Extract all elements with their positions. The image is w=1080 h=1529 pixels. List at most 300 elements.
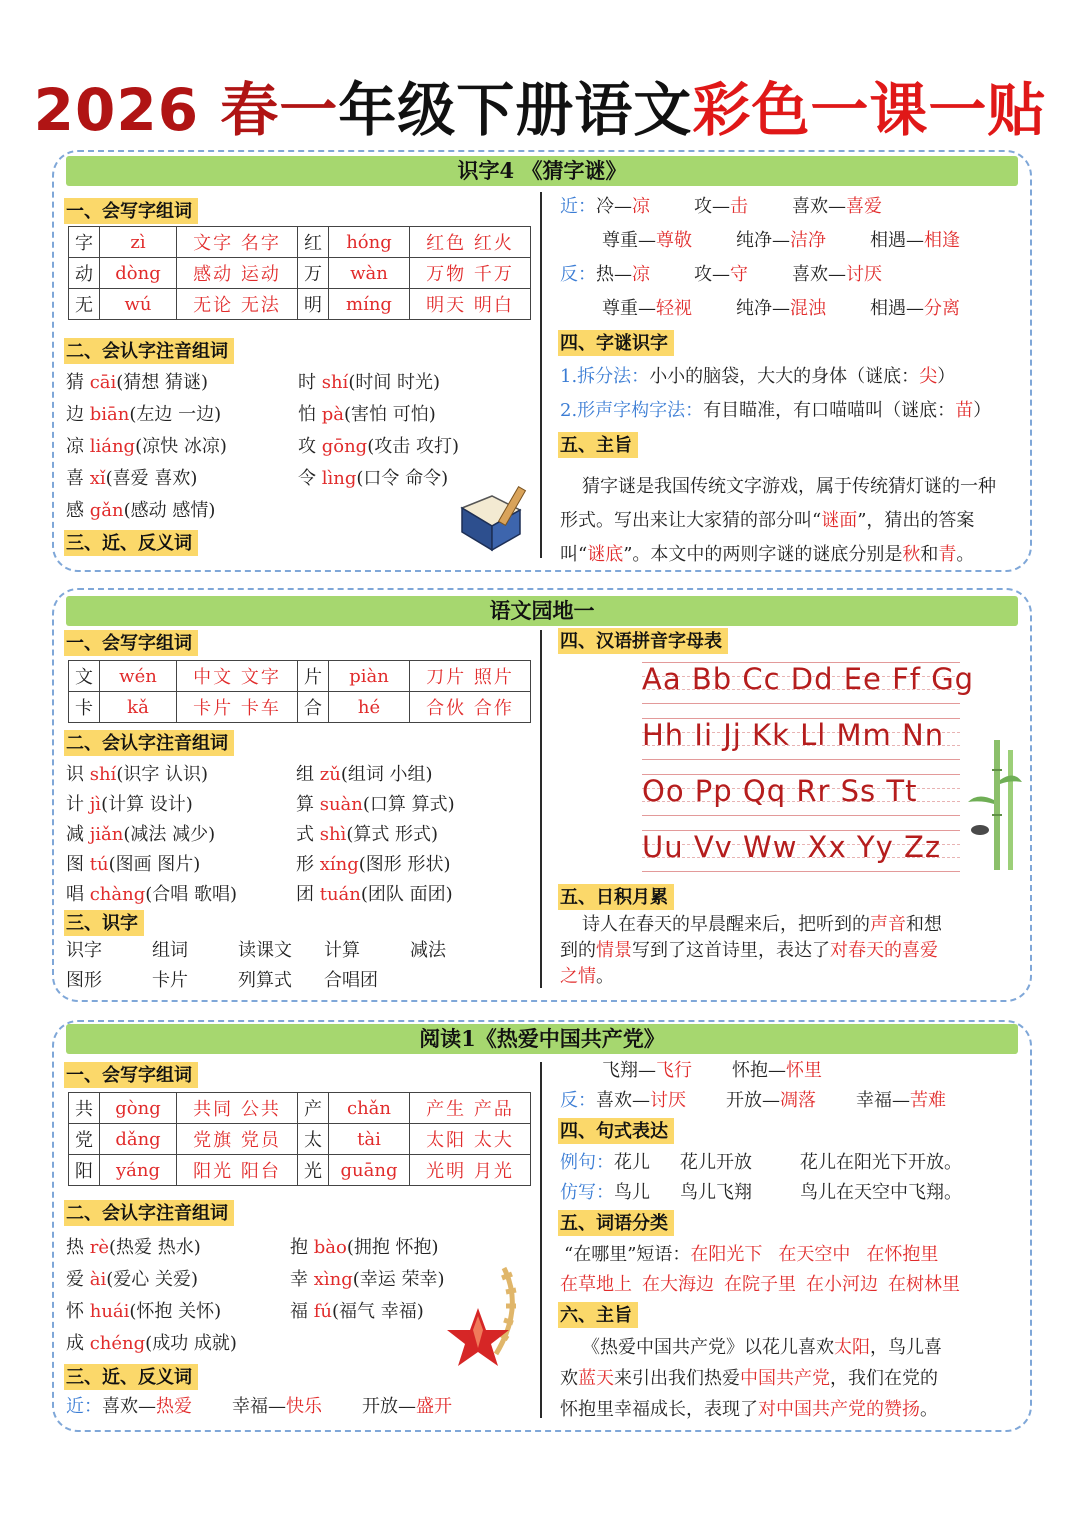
pair-match: 热爱: [156, 1396, 192, 1417]
word-pair: [732, 1058, 822, 1084]
word-pair-row: [560, 296, 1004, 322]
table-words-cell: 党旗 党员: [177, 1124, 298, 1155]
recognize-list-left: [66, 760, 237, 910]
table-char-cell: 太: [298, 1124, 329, 1155]
alphabet-row-3: Oo Pp Qq Rr Ss Tt: [642, 774, 918, 808]
pair-base: 相遇—: [870, 230, 924, 251]
list-item-words: (怀抱 关怀): [129, 1301, 222, 1322]
table-pinyin-cell: hé: [329, 692, 410, 723]
pair-base: 飞翔—: [602, 1060, 656, 1081]
table-pinyin-cell: hóng: [329, 227, 410, 258]
near-antonym-block: [560, 194, 1004, 322]
list-item-pinyin: gōng: [316, 436, 368, 457]
table-pinyin-cell: wén: [100, 661, 177, 692]
table-words-cell: 感动 运动: [177, 258, 298, 289]
pair-match: 击: [730, 196, 748, 217]
list-item-char: 喜: [66, 468, 84, 489]
pair-match: 飞行: [656, 1060, 692, 1081]
list-item-words: (算式 形式): [346, 824, 439, 845]
sentence-part: 鸟儿在天空中飞翔。: [800, 1182, 962, 1203]
table-row: [69, 1155, 531, 1186]
table-words-cell: 刀片 照片: [410, 661, 531, 692]
list-item-words: (时间 时光): [348, 372, 441, 393]
heading-write-words: 一、会写字组词: [64, 1062, 198, 1088]
word-pair: [232, 1394, 322, 1420]
table-pinyin-cell: guāng: [329, 1155, 410, 1186]
classification-row-1: [564, 1242, 954, 1268]
list-item-char: 时: [298, 372, 316, 393]
table-row: [69, 1124, 531, 1155]
list-item: [66, 434, 227, 460]
classification-item: 在怀抱里: [866, 1244, 939, 1265]
list-item-char: 怕: [298, 404, 316, 425]
table-words-cell: 明天 明白: [410, 289, 531, 320]
pair-base: 尊重—: [602, 230, 656, 251]
list-item-char: 怀: [66, 1301, 84, 1322]
heading-riddle-literacy: 四、字谜识字: [558, 330, 674, 356]
book-pencil-icon: [458, 486, 538, 554]
main-idea-paragraph: 《热爱中国共产党》以花儿喜欢太阳，鸟儿喜 欢蓝天来引出我们热爱中国共产党，我们在党的 怀抱里幸福成长，表现了对中国共产党的赞扬。: [560, 1337, 942, 1420]
section-banner: 阅读1《热爱中国共产党》: [66, 1024, 1018, 1054]
recognize-list-right: [290, 1232, 445, 1328]
pair-match: 怀里: [786, 1060, 822, 1081]
recognize-list-right: [298, 370, 459, 498]
classification-item: 在阳光下: [690, 1244, 763, 1265]
pair-base: 热—: [596, 264, 632, 285]
column-divider: [540, 192, 542, 558]
word-pair: [736, 296, 826, 322]
list-item-words: (爱心 关爱): [106, 1269, 198, 1290]
table-pinyin-cell: wú: [100, 289, 177, 320]
list-item-pinyin: biān: [84, 404, 130, 425]
sentence-part: 花儿开放: [680, 1152, 752, 1173]
classification-label: “在哪里”短语：: [564, 1244, 691, 1265]
list-item-char: 感: [66, 500, 84, 521]
table-words-cell: 阳光 阳台: [177, 1155, 298, 1186]
table-row: [69, 661, 531, 692]
pair-base: 喜欢—: [792, 196, 846, 217]
table-char-cell: 文: [69, 661, 100, 692]
sentence-part: 花儿: [614, 1152, 650, 1173]
list-item: [66, 1328, 237, 1360]
sentence-part: 鸟儿: [614, 1182, 650, 1203]
word-pair: [602, 1058, 692, 1084]
table-pinyin-cell: míng: [329, 289, 410, 320]
list-item: [290, 1264, 445, 1296]
table-pinyin-cell: kǎ: [100, 692, 177, 723]
list-item-words: (合唱 歌唱): [145, 884, 238, 905]
word-pair: [856, 1088, 946, 1114]
riddle-method-2: 2.形声字构字法：有目瞄准，有口喵喵叫（谜底：苗）: [560, 400, 992, 421]
list-item-words: (福气 幸福): [331, 1301, 424, 1322]
word-pair-row: [560, 1088, 986, 1114]
pair-match: 凋落: [780, 1090, 816, 1111]
list-item-pinyin: rè: [84, 1237, 109, 1258]
list-item-pinyin: liáng: [84, 436, 136, 457]
table-pinyin-cell: tài: [329, 1124, 410, 1155]
pair-base: 攻—: [694, 264, 730, 285]
list-item-char: 团: [296, 884, 314, 905]
heading-recognize-words: 二、会认字注音组词: [64, 730, 234, 756]
table-words-cell: 卡片 卡车: [177, 692, 298, 723]
table-char-cell: 党: [69, 1124, 100, 1155]
list-item: [66, 820, 237, 850]
table-words-cell: 中文 文字: [177, 661, 298, 692]
list-item-words: (图画 图片): [108, 854, 201, 875]
list-item-char: 唱: [66, 884, 84, 905]
list-item-char: 攻: [298, 436, 316, 457]
word-pair: [602, 228, 692, 254]
pair-base: 纯净—: [736, 230, 790, 251]
list-item: [296, 760, 455, 790]
write-words-table: [68, 226, 531, 320]
pair-match: 盛开: [416, 1396, 452, 1417]
list-item-char: 福: [290, 1301, 308, 1322]
table-row: [69, 692, 531, 723]
pair-base: 开放—: [726, 1090, 780, 1111]
table-words-cell: 光明 月光: [410, 1155, 531, 1186]
list-item-pinyin: suàn: [314, 794, 363, 815]
list-item-pinyin: pà: [316, 404, 344, 425]
table-words-cell: 文字 名字: [177, 227, 298, 258]
table-char-cell: 明: [298, 289, 329, 320]
list-item-words: (拥抱 怀抱): [346, 1237, 439, 1258]
list-item: [66, 850, 237, 880]
recognize-list-left: [66, 1232, 237, 1360]
list-item: [66, 370, 227, 396]
word-pair: [792, 262, 882, 288]
table-char-cell: 无: [69, 289, 100, 320]
heading-synonyms-antonyms: 三、近、反义词: [64, 530, 198, 556]
sentence-label: 仿写：: [560, 1182, 614, 1203]
star-wheat-icon: [434, 1258, 534, 1368]
table-words-cell: 无论 无法: [177, 289, 298, 320]
heading-pinyin-alphabet: 四、汉语拼音字母表: [558, 628, 728, 654]
list-item-words: (幸运 荣幸): [352, 1269, 445, 1290]
list-item-pinyin: shí: [316, 372, 349, 393]
word-item: 识字: [66, 940, 102, 961]
write-words-table: [68, 660, 531, 723]
list-item-char: 热: [66, 1237, 84, 1258]
table-pinyin-cell: dǎng: [100, 1124, 177, 1155]
list-item-pinyin: shì: [314, 824, 347, 845]
table-row: [69, 258, 531, 289]
list-item-words: (口令 命令): [356, 468, 449, 489]
word-pair-row: [560, 262, 1004, 288]
alphabet-row-4: Uu Vv Ww Xx Yy Zz: [642, 830, 942, 864]
list-item-pinyin: fú: [308, 1301, 332, 1322]
list-item-char: 组: [296, 764, 314, 785]
list-item-pinyin: huái: [84, 1301, 130, 1322]
bamboo-bird-icon: [964, 740, 1024, 870]
table-row: [69, 227, 531, 258]
imitation-sentence: [560, 1180, 1000, 1206]
pair-match: 喜爱: [846, 196, 882, 217]
table-row: [69, 1093, 531, 1124]
list-item-words: (猜想 猜谜): [116, 372, 209, 393]
list-item-char: 抱: [290, 1237, 308, 1258]
list-item-char: 形: [296, 854, 314, 875]
heading-daily-accumulation: 五、日积月累: [558, 884, 674, 910]
heading-write-words: 一、会写字组词: [64, 630, 198, 656]
pair-match: 洁净: [790, 230, 826, 251]
pair-base: 尊重—: [602, 298, 656, 319]
list-item-pinyin: bào: [308, 1237, 347, 1258]
list-item: [298, 466, 459, 492]
heading-write-words: 一、会写字组词: [64, 198, 198, 224]
list-item: [296, 850, 455, 880]
classification-row-2: [560, 1272, 970, 1298]
column-divider: [540, 1062, 542, 1418]
list-item-pinyin: chàng: [84, 884, 146, 905]
word-pair: [596, 194, 650, 220]
pair-match: 讨厌: [846, 264, 882, 285]
table-char-cell: 片: [298, 661, 329, 692]
word-pair: [596, 1088, 686, 1114]
pair-base: 喜欢—: [792, 264, 846, 285]
list-item-char: 爱: [66, 1269, 84, 1290]
pair-base: 怀抱—: [732, 1060, 786, 1081]
example-sentence: [560, 1150, 1000, 1176]
list-item-char: 式: [296, 824, 314, 845]
table-row: [69, 289, 531, 320]
table-char-cell: 字: [69, 227, 100, 258]
word-pair: [736, 228, 826, 254]
pair-base: 喜欢—: [596, 1090, 650, 1111]
section-chinese-garden: [52, 588, 1032, 1002]
pair-match: 分离: [924, 298, 960, 319]
sentence-part: 花儿在阳光下开放。: [800, 1152, 962, 1173]
list-item: [290, 1296, 445, 1328]
word-pair: [870, 228, 960, 254]
list-item-char: 计: [66, 794, 84, 815]
list-item: [66, 760, 237, 790]
table-pinyin-cell: chǎn: [329, 1093, 410, 1124]
table-char-cell: 光: [298, 1155, 329, 1186]
table-pinyin-cell: dòng: [100, 258, 177, 289]
riddle-method-1: 1.拆分法：小小的脑袋，大大的身体（谜底：尖）: [560, 366, 956, 387]
alphabet-row-1: Aa Bb Cc Dd Ee Ff Gg: [642, 662, 975, 696]
list-item: [296, 820, 455, 850]
table-char-cell: 阳: [69, 1155, 100, 1186]
word-pair: [694, 262, 748, 288]
list-item-char: 识: [66, 764, 84, 785]
list-item-words: (热爱 热水): [108, 1237, 201, 1258]
pair-match: 尊敬: [656, 230, 692, 251]
pair-match: 混浊: [790, 298, 826, 319]
pair-match: 苦难: [910, 1090, 946, 1111]
pair-row-label: 近：: [560, 196, 596, 217]
list-item-pinyin: xìng: [308, 1269, 353, 1290]
table-pinyin-cell: yáng: [100, 1155, 177, 1186]
pair-match: 讨厌: [650, 1090, 686, 1111]
word-item: 组词: [152, 940, 188, 961]
list-item: [66, 402, 227, 428]
heading-recognize-words: 二、会认字注音组词: [64, 1200, 234, 1226]
classification-item: 在天空中: [778, 1244, 851, 1265]
list-item-pinyin: jiǎn: [84, 824, 124, 845]
classification-item: 在大海边: [642, 1274, 714, 1295]
word-pair: [726, 1088, 816, 1114]
list-item-words: (喜爱 喜欢): [105, 468, 198, 489]
heading-sentence-expression: 四、句式表达: [558, 1118, 674, 1144]
sentence-part: 鸟儿飞翔: [680, 1182, 752, 1203]
table-words-cell: 合伙 合作: [410, 692, 531, 723]
word-item: 计算: [324, 940, 360, 961]
word-item: 减法: [410, 940, 446, 961]
list-item-char: 猜: [66, 372, 84, 393]
list-item-pinyin: xǐ: [84, 468, 106, 489]
list-item-words: (组词 小组): [340, 764, 433, 785]
word-pair-row: [560, 228, 1004, 254]
list-item: [298, 434, 459, 460]
pair-base: 冷—: [596, 196, 632, 217]
heading-main-idea: 六、主旨: [558, 1302, 638, 1328]
section-banner: 语文园地一: [66, 596, 1018, 626]
table-words-cell: 产生 产品: [410, 1093, 531, 1124]
synonyms-row-1: [66, 1394, 492, 1420]
section-love-party: [52, 1020, 1032, 1432]
heading-main-idea: 五、主旨: [558, 432, 638, 458]
literacy-words-row-2: [66, 968, 410, 994]
list-item-pinyin: lìng: [316, 468, 357, 489]
list-item-words: (图形 形状): [358, 854, 451, 875]
word-item: 列算式: [238, 970, 292, 991]
word-pair-row: [602, 1058, 862, 1084]
table-char-cell: 合: [298, 692, 329, 723]
list-item: [296, 790, 455, 820]
pair-match: 相逢: [924, 230, 960, 251]
classification-item: 在草地上: [560, 1274, 632, 1295]
table-char-cell: 产: [298, 1093, 329, 1124]
list-item-pinyin: tuán: [314, 884, 361, 905]
table-char-cell: 动: [69, 258, 100, 289]
word-pair-row: [560, 194, 1004, 220]
list-item-words: (计算 设计): [101, 794, 193, 815]
main-idea-paragraph: 猜字谜是我国传统文字游戏，属于传统猜灯谜的一种 形式。写出来让大家猜的部分叫“谜面”，猜出的答案 叫“谜底”。本文中的两则字谜的谜底分别是秋和青。: [560, 476, 996, 565]
list-item-pinyin: ài: [84, 1269, 107, 1290]
list-item-words: (左边 一边): [129, 404, 222, 425]
word-item: 读课文: [238, 940, 292, 961]
list-item-char: 算: [296, 794, 314, 815]
table-char-cell: 共: [69, 1093, 100, 1124]
list-item-char: 令: [298, 468, 316, 489]
pair-match: 凉: [632, 264, 650, 285]
pair-match: 轻视: [656, 298, 692, 319]
list-item-pinyin: chéng: [84, 1333, 146, 1354]
recognize-list-right: [296, 760, 455, 910]
word-item: 合唱团: [324, 970, 378, 991]
list-item-words: (害怕 可怕): [343, 404, 436, 425]
antonyms-row: [560, 1088, 986, 1114]
list-item-char: 减: [66, 824, 84, 845]
heading-recognize-words: 二、会认字注音组词: [64, 338, 234, 364]
list-item-words: (凉快 冰凉): [135, 436, 227, 457]
list-item-words: (口算 算式): [362, 794, 455, 815]
heading-word-classification: 五、词语分类: [558, 1210, 674, 1236]
literacy-words-row-1: [66, 938, 496, 964]
classification-item: 在小河边: [806, 1274, 878, 1295]
pair-row-label: 反：: [560, 264, 596, 285]
list-item: [66, 880, 237, 910]
classification-item: 在树林里: [888, 1274, 960, 1295]
word-pair: [792, 194, 882, 220]
list-item-char: 幸: [290, 1269, 308, 1290]
pair-base: 开放—: [362, 1396, 416, 1417]
word-pair: [694, 194, 748, 220]
list-item-words: (团队 面团): [360, 884, 453, 905]
word-pair: [596, 262, 650, 288]
table-pinyin-cell: zì: [100, 227, 177, 258]
heading-literacy-words: 三、识字: [64, 910, 144, 936]
list-item: [290, 1232, 445, 1264]
table-words-cell: 万物 千万: [410, 258, 531, 289]
table-char-cell: 红: [298, 227, 329, 258]
list-item-char: 边: [66, 404, 84, 425]
pair-base: 喜欢—: [102, 1396, 156, 1417]
list-item-pinyin: tú: [84, 854, 109, 875]
recognize-list-left: [66, 370, 227, 530]
list-item-pinyin: xíng: [314, 854, 359, 875]
table-pinyin-cell: wàn: [329, 258, 410, 289]
list-item-words: (减法 减少): [123, 824, 216, 845]
sentence-label: 例句：: [560, 1152, 614, 1173]
list-item: [298, 402, 459, 428]
word-pair: [602, 296, 692, 322]
pair-base: 纯净—: [736, 298, 790, 319]
word-pair: [102, 1394, 192, 1420]
list-item: [66, 466, 227, 492]
word-item: 卡片: [152, 970, 188, 991]
classification-item: 在院子里: [724, 1274, 796, 1295]
list-item-pinyin: zǔ: [314, 764, 341, 785]
list-item-words: (识字 认识): [116, 764, 209, 785]
pair-base: 幸福—: [856, 1090, 910, 1111]
list-item-pinyin: cāi: [84, 372, 117, 393]
pair-match: 凉: [632, 196, 650, 217]
heading-synonyms-antonyms: 三、近、反义词: [64, 1364, 198, 1390]
accumulation-paragraph: 诗人在春天的早晨醒来后，把听到的声音和想 到的情景写到了这首诗里，表达了对春天的喜爱 之情。: [560, 914, 942, 987]
list-item-pinyin: shí: [84, 764, 117, 785]
list-item-words: (感动 感情): [123, 500, 216, 521]
pair-base: 幸福—: [232, 1396, 286, 1417]
list-item: [66, 1232, 237, 1264]
pair-match: 守: [730, 264, 748, 285]
table-pinyin-cell: piàn: [329, 661, 410, 692]
word-pair: [362, 1394, 452, 1420]
list-item-char: 成: [66, 1333, 84, 1354]
word-pair-row: [66, 1394, 492, 1420]
write-words-table: [68, 1092, 531, 1186]
table-char-cell: 卡: [69, 692, 100, 723]
table-words-cell: 太阳 太大: [410, 1124, 531, 1155]
section-banner: 识字4 《猜字谜》: [66, 156, 1018, 186]
pair-row-label: 近：: [66, 1396, 102, 1417]
list-item: [66, 1296, 237, 1328]
pair-base: 相遇—: [870, 298, 924, 319]
word-pair: [870, 296, 960, 322]
list-item: [298, 370, 459, 396]
table-words-cell: 红色 红火: [410, 227, 531, 258]
pair-match: 快乐: [286, 1396, 322, 1417]
list-item-pinyin: gǎn: [84, 500, 124, 521]
word-item: 图形: [66, 970, 102, 991]
table-char-cell: 万: [298, 258, 329, 289]
table-pinyin-cell: gòng: [100, 1093, 177, 1124]
list-item-words: (成功 成就): [145, 1333, 237, 1354]
pair-row-label: 反：: [560, 1090, 596, 1111]
alphabet-row-2: Hh Ii Jj Kk Ll Mm Nn: [642, 718, 945, 752]
